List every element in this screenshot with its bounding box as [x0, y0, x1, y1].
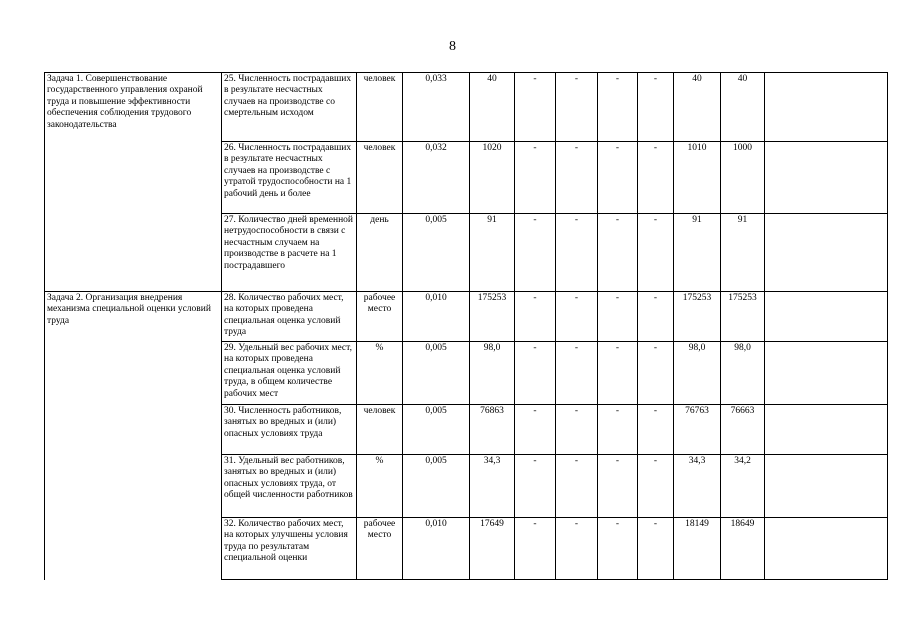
dash-cell: - — [556, 342, 598, 405]
empty-cell — [765, 342, 888, 405]
dash-cell: - — [515, 214, 556, 292]
target-value-cell: 18149 — [674, 518, 721, 580]
dash-cell: - — [638, 73, 674, 142]
unit-cell: человек — [357, 405, 403, 455]
dash-cell: - — [638, 455, 674, 518]
task-cell: Задача 2. Организация внедрения механизма специальной оценки условий труда — [45, 292, 222, 580]
dash-cell: - — [515, 292, 556, 342]
task-cell: Задача 1. Совершенствование государственного управления охраной труда и повышение эффективности обеспечения соблюдения трудового законодательства — [45, 73, 222, 292]
empty-cell — [765, 73, 888, 142]
indicator-cell: 25. Численность пострадавших в результате несчастных случаев на производстве со смертельным исходом — [222, 73, 357, 142]
dash-cell: - — [598, 405, 638, 455]
target-value-cell: 98,0 — [674, 342, 721, 405]
dash-cell: - — [515, 142, 556, 214]
indicator-cell: 30. Численность работников, занятых во вредных и (или) опасных условиях труда — [222, 405, 357, 455]
dash-cell: - — [515, 455, 556, 518]
target-value-cell: 76763 — [674, 405, 721, 455]
dash-cell: - — [638, 142, 674, 214]
target-value-cell: 76663 — [721, 405, 765, 455]
indicator-cell: 26. Численность пострадавших в результате несчастных случаев на производстве с утратой трудоспособности на 1 рабочий день и более — [222, 142, 357, 214]
page-number: 8 — [449, 39, 456, 54]
target-value-cell: 1000 — [721, 142, 765, 214]
weight-cell: 0,032 — [403, 142, 470, 214]
dash-cell: - — [556, 455, 598, 518]
target-value-cell: 34,2 — [721, 455, 765, 518]
dash-cell: - — [598, 214, 638, 292]
target-value-cell: 175253 — [721, 292, 765, 342]
empty-cell — [765, 292, 888, 342]
dash-cell: - — [638, 214, 674, 292]
weight-cell: 0,005 — [403, 342, 470, 405]
unit-cell: % — [357, 455, 403, 518]
unit-cell: рабочее место — [357, 292, 403, 342]
base-value-cell: 91 — [470, 214, 515, 292]
target-value-cell: 1010 — [674, 142, 721, 214]
table-body — [45, 73, 888, 580]
weight-cell: 0,005 — [403, 405, 470, 455]
unit-cell: человек — [357, 73, 403, 142]
unit-cell: человек — [357, 142, 403, 214]
weight-cell: 0,010 — [403, 518, 470, 580]
table-row — [45, 73, 888, 142]
target-value-cell: 91 — [721, 214, 765, 292]
dash-cell: - — [556, 214, 598, 292]
unit-cell: рабочее место — [357, 518, 403, 580]
weight-cell: 0,005 — [403, 455, 470, 518]
dash-cell: - — [556, 142, 598, 214]
target-value-cell: 40 — [721, 73, 765, 142]
indicators-table — [44, 72, 888, 580]
dash-cell: - — [556, 518, 598, 580]
dash-cell: - — [598, 455, 638, 518]
dash-cell: - — [638, 518, 674, 580]
table-row — [45, 292, 888, 342]
dash-cell: - — [598, 518, 638, 580]
dash-cell: - — [556, 292, 598, 342]
target-value-cell: 18649 — [721, 518, 765, 580]
dash-cell: - — [598, 142, 638, 214]
dash-cell: - — [515, 342, 556, 405]
base-value-cell: 17649 — [470, 518, 515, 580]
unit-cell: % — [357, 342, 403, 405]
empty-cell — [765, 214, 888, 292]
dash-cell: - — [638, 292, 674, 342]
indicator-cell: 28. Количество рабочих мест, на которых проведена специальная оценка условий труда — [222, 292, 357, 342]
target-value-cell: 91 — [674, 214, 721, 292]
base-value-cell: 175253 — [470, 292, 515, 342]
indicator-cell: 31. Удельный вес работников, занятых во вредных и (или) опасных условиях труда, от общей численности работников — [222, 455, 357, 518]
weight-cell: 0,033 — [403, 73, 470, 142]
target-value-cell: 175253 — [674, 292, 721, 342]
dash-cell: - — [638, 405, 674, 455]
weight-cell: 0,010 — [403, 292, 470, 342]
empty-cell — [765, 518, 888, 580]
indicator-cell: 29. Удельный вес рабочих мест, на которых проведена специальная оценка условий труда, в общем количестве рабочих мест — [222, 342, 357, 405]
base-value-cell: 76863 — [470, 405, 515, 455]
dash-cell: - — [556, 405, 598, 455]
dash-cell: - — [598, 342, 638, 405]
indicator-cell: 32. Количество рабочих мест, на которых улучшены условия труда по результатам специальной оценки — [222, 518, 357, 580]
dash-cell: - — [515, 405, 556, 455]
dash-cell: - — [515, 518, 556, 580]
dash-cell: - — [515, 73, 556, 142]
indicator-cell: 27. Количество дней временной нетрудоспособности в связи с несчастным случаем на производстве в расчете на 1 пострадавшего — [222, 214, 357, 292]
base-value-cell: 98,0 — [470, 342, 515, 405]
empty-cell — [765, 455, 888, 518]
dash-cell: - — [638, 342, 674, 405]
target-value-cell: 98,0 — [721, 342, 765, 405]
base-value-cell: 1020 — [470, 142, 515, 214]
target-value-cell: 40 — [674, 73, 721, 142]
dash-cell: - — [598, 292, 638, 342]
empty-cell — [765, 405, 888, 455]
dash-cell: - — [556, 73, 598, 142]
empty-cell — [765, 142, 888, 214]
dash-cell: - — [598, 73, 638, 142]
unit-cell: день — [357, 214, 403, 292]
target-value-cell: 34,3 — [674, 455, 721, 518]
base-value-cell: 40 — [470, 73, 515, 142]
weight-cell: 0,005 — [403, 214, 470, 292]
base-value-cell: 34,3 — [470, 455, 515, 518]
